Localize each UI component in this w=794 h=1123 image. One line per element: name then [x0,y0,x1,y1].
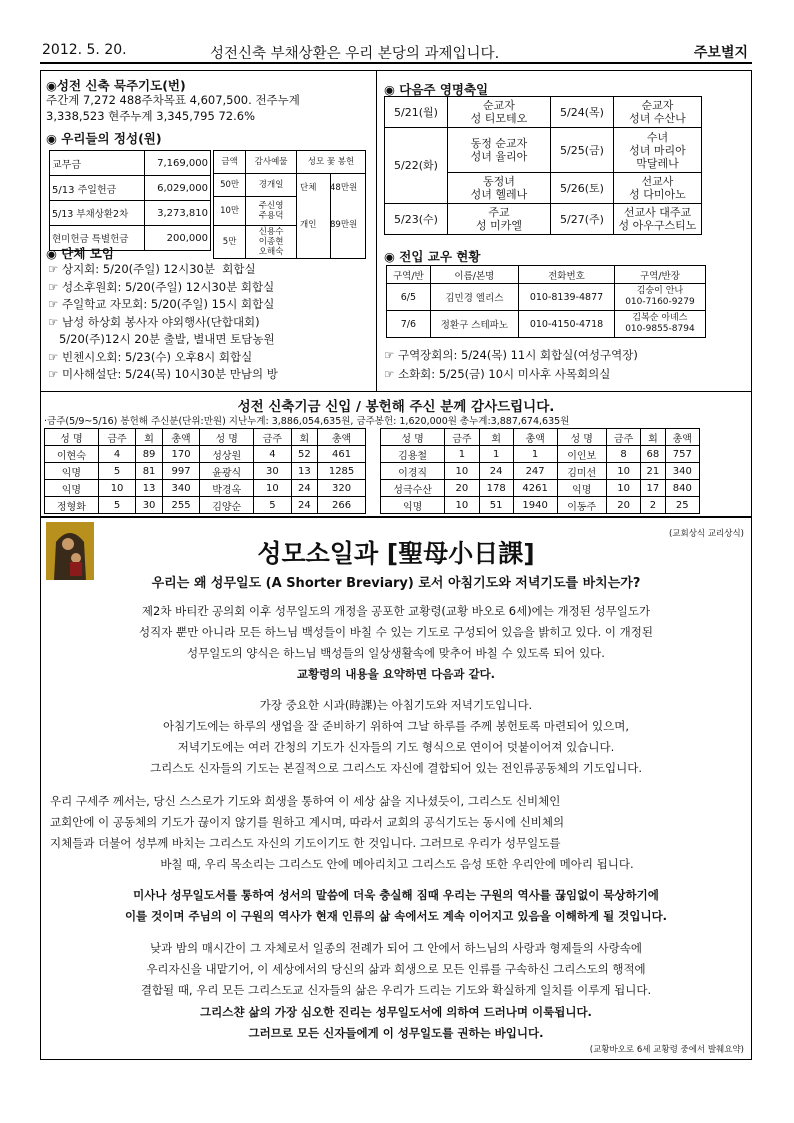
offering-label: 5/13 주일헌금 [50,176,145,201]
feast-date: 5/22(화) [385,128,448,204]
text-line: 아침기도에는 하루의 생업을 잘 준비하기 위하여 그날 하루를 주께 봉헌토록 마련되어 있으며, [162,719,629,733]
donor-cell: 1285 [318,463,366,480]
text-line: 낮과 밤의 매시간이 그 자체로서 일종의 전례가 되어 그 안에서 하느님의 사랑과 형제들의 사랑속에 [150,941,642,955]
donor-header: 금주 [98,429,136,446]
donor-cell: 997 [162,463,200,480]
mass-individual-amount: 89만원 [330,220,358,230]
group-item: ☞ 성소후원회: 5/20(주일) 12시30분 회합실 [48,279,275,294]
donor-row [381,463,700,480]
gift-header-gift: 감사예물 [246,151,297,174]
feast-date: 5/26(토) [551,173,614,204]
donor-cell: 익명 [45,480,99,497]
donor-cell: 1940 [513,497,557,514]
donor-cell: 461 [318,446,366,463]
donor-cell: 89 [136,446,162,463]
feasts-title: ◉ 다음주 영명축일 [384,82,489,97]
donor-cell: 13 [291,463,317,480]
gift-amount: 10만 [214,197,246,226]
donor-cell: 68 [641,446,665,463]
feast-saint: 선교사 성 다미아노 [614,173,702,204]
donor-header: 총액 [162,429,200,446]
text-line: 제2차 바티칸 공의회 이후 성무일도의 개정을 공포한 교황령(교황 바오로 6세)에는 개정된 성무일도가 [141,604,651,618]
gift-names: 경개일 [246,174,297,197]
article-para-3 [50,791,744,875]
group-item: ☞ 남성 하상회 봉사자 야외행사(단합대회) [48,314,260,329]
donor-cell: 성상원 [200,446,254,463]
donor-header: 총액 [513,429,557,446]
gift-header-mass: 성모 꽃 봉헌 [296,151,365,174]
feast-saint: 수녀 성녀 마리아 막달레나 [614,128,702,173]
gift-names: 신용수 이종현 오해숙 [246,226,297,259]
donor-cell: 10 [606,463,640,480]
header-label: 주보별지 [693,45,748,61]
donor-cell: 익명 [45,463,99,480]
donor-header: 회 [136,429,162,446]
donor-cell: 10 [606,480,640,497]
offering-value: 200,000 [145,226,211,251]
mass-individual: 개인 [300,220,317,230]
text-line: 이를 것이며 주님의 이 구원의 역사가 현재 인류의 삶 속에서도 계속 이어지고 있음을 이해하게 될 것입니다. [124,909,668,923]
donor-cell: 340 [162,480,200,497]
visit-phone: 010-4150-4718 [519,311,615,338]
donor-cell: 266 [318,497,366,514]
donor-table-right [380,428,700,514]
donor-row [381,480,700,497]
donor-cell: 81 [136,463,162,480]
groups-title: 단체 모임 [61,246,114,261]
header-slogan: 성전신축 부채상환은 우리 본당의 과제입니다. [210,46,500,62]
donor-cell: 170 [162,446,200,463]
offering-title: 우리들의 정성(원) [61,131,162,146]
group-item: 5/20(주)12시 20분 출발, 별내면 토담농원 [48,332,275,346]
visit-name: 김민경 엘리스 [430,284,518,311]
group-item: ☞ 미사해설단: 5/24(목) 10시30분 만남의 방 [48,367,278,381]
article-para-4 [46,885,746,927]
donor-header: 성 명 [381,429,445,446]
offering-label: 현미헌금 특별헌금 [50,226,145,251]
feast-saint: 순교자 성 티모테오 [448,97,551,128]
donor-header: 총액 [318,429,366,446]
donor-cell: 1 [445,446,479,463]
group-item: ☞ 상지회: 5/20(주일) 12시30분 회합실 [48,262,256,276]
donor-cell: 윤광식 [200,463,254,480]
donor-cell: 24 [479,463,513,480]
donor-cell: 21 [641,463,665,480]
donor-row [45,480,366,497]
donor-cell: 10 [98,480,136,497]
visits-title: ◉ 전입 교우 현황 [384,249,481,264]
column-divider [376,70,377,392]
feast-date: 5/24(목) [551,97,614,128]
text-line: 미사나 성무일도서를 통하여 성서의 말씀에 더욱 충실해 짐때 우리는 구원의 역사를 끊임없이 묵상하기에 [133,888,659,902]
offering-value: 7,169,000 [145,151,211,176]
donor-cell: 10 [445,497,479,514]
issue-date: 2012. 5. 20. [42,42,127,58]
donor-header: 총액 [665,429,699,446]
text-line: 그리스도 신자들의 기도는 본질적으로 그리스도 자신에 결합되어 있는 전인류공동체의 기도입니다. [149,761,643,775]
donor-cell: 1 [479,446,513,463]
page-header [40,40,752,64]
article-subtitle: 우리는 왜 성무일도 (A Shorter Breviary) 로서 아침기도와 저녁기도를 바치는가? [151,576,641,591]
donor-cell: 익명 [381,497,445,514]
visits-note-2: ☞ 소화회: 5/25(금) 10시 미사후 사목회의실 [384,367,611,381]
visits-table [386,265,706,338]
donor-cell: 24 [291,480,317,497]
text-line: 바칠 때, 우리 목소리는 그리스도 안에 메아리치고 그리스도 음성 또한 우리안에 메아리 됩니다. [160,857,634,871]
donor-cell: 30 [254,463,292,480]
donor-cell: 340 [665,463,699,480]
donor-cell: 익명 [557,480,606,497]
feast-saint: 동정녀 성녀 헬레나 [448,173,551,204]
visits-header: 이름/본명 [430,266,518,284]
donor-cell: 이현숙 [45,446,99,463]
donor-cell: 25 [665,497,699,514]
donor-header: 성 명 [45,429,99,446]
feast-saint: 동정 순교자 성녀 율리아 [448,128,551,173]
donor-cell: 2 [641,497,665,514]
gift-header-amount: 금액 [214,151,246,174]
feasts-table [384,96,702,235]
donor-cell: 320 [318,480,366,497]
offering-value: 3,273,810 [145,201,211,226]
donor-title: 성전 신축기금 신입 / 봉헌해 주신 분께 감사드립니다. [237,399,555,415]
group-item: ☞ 주일학교 자모회: 5/20(주일) 15시 회합실 [48,297,275,311]
feast-saint: 선교사 대주교 성 아우구스티노 [614,204,702,235]
donor-row [45,446,366,463]
feast-date: 5/25(금) [551,128,614,173]
text-line: 저녁기도에는 여러 간청의 기도가 신자들의 기도 형식으로 연이어 덧붙이어져 있습니다. [177,740,615,754]
text-line: 가장 중요한 시과(時課)는 아침기도와 저녁기도입니다. [259,698,533,712]
visit-name: 정환구 스테파노 [430,311,518,338]
article-para-6 [46,1002,746,1044]
text-line: 성직자 뿐만 아니라 모든 하느님 백성들이 바칠 수 있는 기도로 구성되어 있음을 밝히고 있다. 이 개정된 [139,625,653,639]
article-para-1 [46,601,746,685]
prayer-title: ◉성전 신축 묵주기도(번) [46,78,186,93]
donor-cell: 5 [98,497,136,514]
donor-cell: 4 [254,446,292,463]
offering-section: ◉ 우리들의 정성(원) [46,131,162,146]
visits-header: 구역/반 [387,266,431,284]
donor-cell: 김용철 [381,446,445,463]
gift-amount: 5만 [214,226,246,259]
donor-cell: 10 [254,480,292,497]
donor-header: 회 [641,429,665,446]
text-line: 지체들과 더불어 성부께 바치는 그리스도 자신의 기도이기도 한 것입니다. 그러므로 우리가 성무일도를 [50,836,561,850]
donor-cell: 840 [665,480,699,497]
mass-group: 단체 [300,183,317,193]
text-line: 결합될 때, 우리 모든 그리스도교 신자들의 삶은 우리가 드리는 기도와 확실하게 일치를 이루게 됩니다. [140,983,652,997]
donor-cell: 5 [98,463,136,480]
donor-cell: 5 [254,497,292,514]
visit-area: 7/6 [387,311,431,338]
group-item: ☞ 빈첸시오회: 5/23(수) 오후8시 회합실 [48,349,253,364]
donor-cell: 10 [445,463,479,480]
text-line: 교회안에 이 공동체의 기도가 끊이지 않기를 원하고 계시며, 따라서 교회의 공식기도는 동시에 신비체의 [50,815,565,829]
donor-cell: 17 [641,480,665,497]
feast-saint: 순교자 성녀 수산나 [614,97,702,128]
donor-header: 금주 [445,429,479,446]
offering-table [49,150,211,251]
gift-amount: 50만 [214,174,246,197]
donor-cell: 1 [513,446,557,463]
donor-cell: 30 [136,497,162,514]
donor-cell: 757 [665,446,699,463]
donor-header: 금주 [606,429,640,446]
text-line: 그리스챤 삶의 가장 심오한 진리는 성무일도서에 의하여 드러나며 이룩됩니다. [200,1005,592,1019]
article-title: 성모소일과 [聖母小日課] [257,539,535,568]
donor-cell: 51 [479,497,513,514]
donor-cell: 255 [162,497,200,514]
gift-names: 주신영 주용덕 [246,197,297,226]
mass-group-amount: 48만원 [330,183,358,193]
donor-cell: 김양순 [200,497,254,514]
visit-phone: 010-8139-4877 [519,284,615,311]
donor-header: 금주 [254,429,292,446]
donor-cell: 이인보 [557,446,606,463]
text-line: 성무일도의 양식은 하느님 백성들의 일상생활속에 맞추어 바칠 수 있도록 되어 있다. [187,646,605,660]
visit-leader: 김숭이 안나 010-7160-9279 [614,284,705,311]
donor-row [381,446,700,463]
article-para-5 [46,938,746,1001]
text-line: 우리자신을 내맡기어, 이 세상에서의 당신의 삶과 희생으로 모든 인류를 구속하신 그리스도의 행적에 [146,962,646,976]
feast-date: 5/23(수) [385,204,448,235]
donor-row [45,497,366,514]
donor-cell: 178 [479,480,513,497]
article-source-top: (교회상식 교리상식) [668,529,744,539]
feast-date: 5/21(월) [385,97,448,128]
donor-header: 성 명 [557,429,606,446]
prayer-line2: 3,338,523 현주누계 3,345,795 72.6% [46,109,255,123]
donor-cell: 성극수산 [381,480,445,497]
donor-cell: 52 [291,446,317,463]
donor-cell: 13 [136,480,162,497]
visits-header: 전화번호 [519,266,615,284]
donor-cell: 247 [513,463,557,480]
donor-row [381,497,700,514]
text-line: 교황령의 내용을 요약하면 다음과 같다. [296,667,496,681]
feast-saint: 주교 성 미카엘 [448,204,551,235]
donor-summary: ·금주(5/9~5/16) 봉헌해 주신분(단위:만원) 지난누계: 3,886,054,635원, 금주봉헌: 1,620,000원 총누계:3,887,674,635원 [44,416,570,427]
donor-cell: 정형화 [45,497,99,514]
prayer-line1: 주간계 7,272 488주차목표 4,607,500. 전주누계 [46,93,300,107]
visit-leader: 김복순 아녜스 010-9855-8794 [614,311,705,338]
donor-cell: 20 [445,480,479,497]
donor-row [45,463,366,480]
donor-table-left [44,428,366,514]
gift-table [213,150,366,259]
donor-header: 회 [291,429,317,446]
groups-section: ◉ 단체 모임 [46,246,114,261]
groups-list [48,261,278,384]
donor-cell: 4 [98,446,136,463]
offering-label: 교무금 [50,151,145,176]
donor-cell: 이경직 [381,463,445,480]
donor-cell: 8 [606,446,640,463]
donor-cell: 김미선 [557,463,606,480]
text-line: 그러므로 모든 신자들에게 이 성무일도를 권하는 바입니다. [248,1026,544,1040]
visits-note-1: ☞ 구역장회의: 5/24(목) 11시 회합실(여성구역장) [384,348,638,362]
offering-value: 6,029,000 [145,176,211,201]
donor-cell: 20 [606,497,640,514]
feast-date: 5/27(주) [551,204,614,235]
donor-cell: 이동주 [557,497,606,514]
donor-cell: 4261 [513,480,557,497]
article-para-2 [46,695,746,779]
article-source-bottom: (교황바오로 6세 교황령 중에서 발췌요약) [589,1045,744,1055]
text-line: 우리 구세주 께서는, 당신 스스로가 기도와 희생을 통하여 이 세상 삶을 지나셨듯이, 그리스도 신비체인 [50,794,561,808]
visits-header: 구역/반장 [614,266,705,284]
offering-label: 5/13 부채상환2차 [50,201,145,226]
donor-header: 성 명 [200,429,254,446]
visit-area: 6/5 [387,284,431,311]
donor-cell: 24 [291,497,317,514]
donor-header: 회 [479,429,513,446]
donor-cell: 박경옥 [200,480,254,497]
